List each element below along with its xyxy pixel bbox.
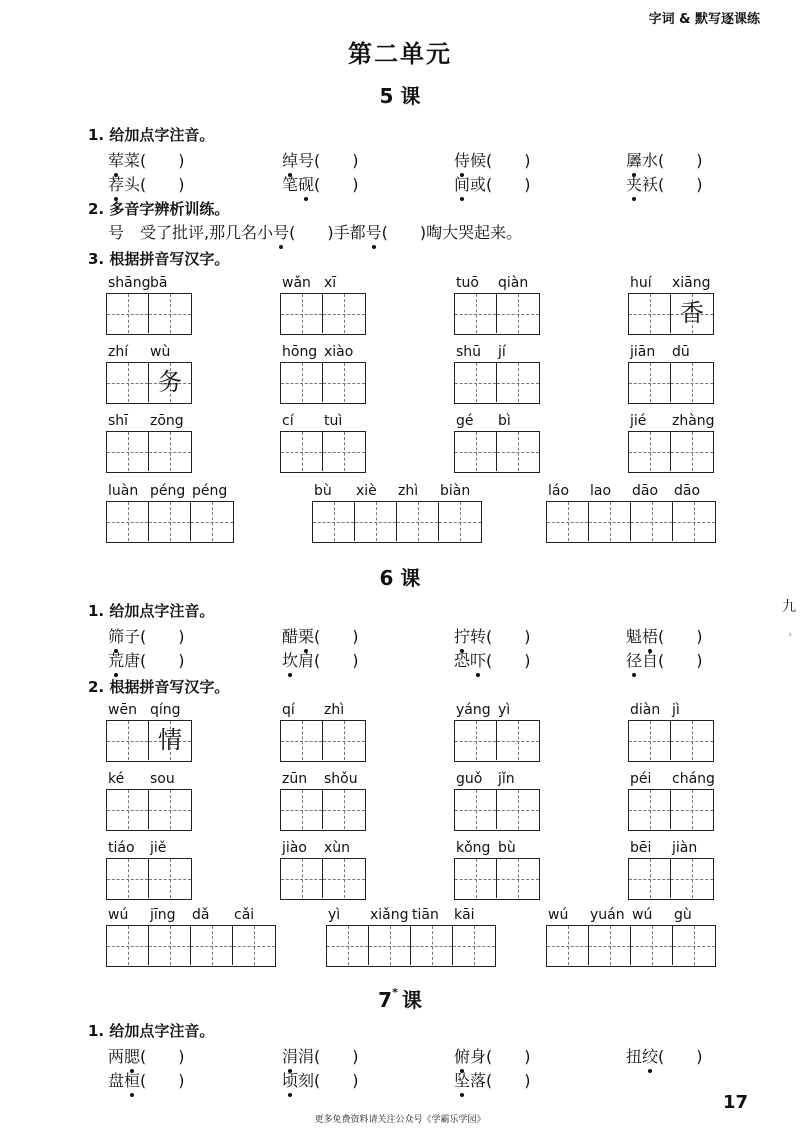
tian-box[interactable] [191, 926, 233, 965]
pinyin-label [106, 275, 190, 293]
pinyin-syllable: sou [150, 771, 175, 787]
annotate-word[interactable]: 醋栗( ) [282, 624, 359, 647]
pinyin-syllable: xiāng [672, 275, 711, 291]
writing-grid [628, 720, 714, 762]
tian-box[interactable] [149, 502, 191, 541]
tian-box[interactable] [107, 363, 149, 402]
writing-grid [628, 789, 714, 831]
pinyin-syllable: xī [324, 275, 337, 291]
pinyin-syllable: guǒ [456, 771, 483, 787]
tian-box[interactable] [671, 432, 713, 471]
writing-grid [280, 293, 366, 335]
pinyin-label [454, 771, 538, 789]
annotate-word[interactable]: 涓涓( ) [282, 1044, 359, 1067]
tian-box[interactable] [107, 721, 149, 760]
tian-box[interactable] [629, 790, 671, 829]
pinyin-label [280, 344, 364, 362]
pinyin-syllable: tiān [412, 907, 439, 923]
writing-grid [106, 720, 192, 762]
pinyin-label [628, 702, 712, 720]
tian-box[interactable] [107, 294, 149, 333]
annotate-word[interactable]: 绰号( ) [282, 148, 359, 171]
tian-box[interactable] [107, 502, 149, 541]
polyphone-char-2: 号 [366, 220, 382, 243]
tian-box[interactable] [323, 432, 365, 471]
pinyin-label [454, 840, 538, 858]
polyphone-char-1: 号 [273, 220, 289, 243]
tian-box[interactable] [455, 721, 497, 760]
tian-box[interactable] [281, 432, 323, 471]
pinyin-syllable: bā [150, 275, 168, 291]
tian-box[interactable] [455, 790, 497, 829]
pinyin-label [454, 413, 538, 431]
tian-box[interactable] [547, 926, 589, 965]
word-row [108, 1068, 728, 1092]
pinyin-label [106, 840, 190, 858]
emphasis-dot [632, 673, 636, 677]
tian-box[interactable] [455, 363, 497, 402]
pinyin-label [546, 907, 714, 925]
tian-box[interactable] [149, 926, 191, 965]
pinyin-syllable: dǎ [192, 907, 210, 923]
pinyin-label [454, 702, 538, 720]
pinyin-syllable: tiáo [108, 840, 135, 856]
pinyin-syllable: jiě [150, 840, 167, 856]
writing-grid [106, 925, 276, 967]
tian-box[interactable] [455, 432, 497, 471]
writing-grid [454, 362, 540, 404]
tian-box[interactable] [497, 721, 539, 760]
writing-grid [280, 789, 366, 831]
tian-box[interactable] [149, 294, 191, 333]
writing-grid [454, 720, 540, 762]
pinyin-syllable: zhàng [672, 413, 715, 429]
pinyin-syllable: yuán [590, 907, 625, 923]
tian-box[interactable] [313, 502, 355, 541]
pinyin-syllable: péng [150, 483, 186, 499]
tian-box[interactable] [589, 926, 631, 965]
l6-q1-label: 1. 给加点字注音。 [88, 602, 215, 620]
pinyin-syllable: luàn [108, 483, 139, 499]
pinyin-syllable: bù [498, 840, 516, 856]
writing-grid [280, 362, 366, 404]
pinyin-syllable: xiào [324, 344, 354, 360]
tian-box[interactable] [455, 294, 497, 333]
pinyin-syllable: shū [456, 344, 482, 360]
pinyin-syllable: ké [108, 771, 125, 787]
tian-box[interactable] [631, 502, 673, 541]
writing-grid [454, 293, 540, 335]
pinyin-label [106, 907, 274, 925]
writing-grid [454, 858, 540, 900]
tian-box[interactable] [355, 502, 397, 541]
word-row [108, 1044, 728, 1068]
pinyin-label [280, 275, 364, 293]
annotate-word[interactable]: 盘桓( ) [108, 1068, 185, 1091]
pinyin-label [280, 771, 364, 789]
pinyin-syllable: bù [314, 483, 332, 499]
tian-box[interactable] [149, 721, 191, 760]
pinyin-label [280, 840, 364, 858]
pinyin-syllable: qí [282, 702, 295, 718]
hint-char: 情 [158, 726, 182, 754]
pinyin-syllable: biàn [440, 483, 471, 499]
writing-grid [628, 858, 714, 900]
pinyin-syllable: bì [498, 413, 511, 429]
pinyin-syllable: jīng [150, 907, 176, 923]
pinyin-syllable: zhì [398, 483, 419, 499]
pinyin-syllable: dū [672, 344, 690, 360]
tian-box[interactable] [107, 859, 149, 898]
writing-grid [312, 501, 482, 543]
pinyin-syllable: jí [498, 344, 506, 360]
tian-box[interactable] [629, 363, 671, 402]
pinyin-syllable: cháng [672, 771, 715, 787]
pinyin-syllable: jiàn [672, 840, 698, 856]
tian-box[interactable] [107, 926, 149, 965]
pinyin-label [106, 771, 190, 789]
pinyin-syllable: kǒng [456, 840, 491, 856]
writing-grid [106, 789, 192, 831]
tian-box[interactable] [281, 363, 323, 402]
pinyin-label [628, 275, 712, 293]
tian-box[interactable] [107, 432, 149, 471]
pinyin-syllable: lao [590, 483, 612, 499]
pinyin-syllable: wù [150, 344, 171, 360]
optional-lesson-mark: * [392, 986, 398, 999]
emphasis-dot [460, 197, 464, 201]
pinyin-syllable: xiè [356, 483, 377, 499]
polyphone-blank-1[interactable]: ( )手都 [289, 223, 366, 242]
annotate-word[interactable]: 侍候( ) [454, 148, 531, 171]
tian-box[interactable] [397, 502, 439, 541]
writing-grid [628, 293, 714, 335]
pinyin-label [628, 413, 715, 431]
tian-box[interactable] [455, 859, 497, 898]
annotate-word[interactable]: 坎肩( ) [282, 648, 359, 671]
pinyin-syllable: wǎn [282, 275, 311, 291]
hint-char: 务 [158, 368, 182, 396]
annotate-word[interactable]: 羼水( ) [626, 148, 703, 171]
pinyin-syllable: hōng [282, 344, 318, 360]
pinyin-syllable: jié [630, 413, 647, 429]
emphasis-dot [460, 1093, 464, 1097]
pinyin-syllable: diàn [630, 702, 661, 718]
pinyin-syllable: wú [548, 907, 569, 923]
tian-box[interactable] [547, 502, 589, 541]
annotate-word[interactable]: 两腮( ) [108, 1044, 185, 1067]
pinyin-label [628, 840, 712, 858]
pinyin-label [454, 344, 538, 362]
tian-box[interactable] [439, 502, 481, 541]
pinyin-syllable: péi [630, 771, 652, 787]
tian-box[interactable] [671, 294, 713, 333]
tian-box[interactable] [671, 859, 713, 898]
writing-grid [106, 362, 192, 404]
tian-box[interactable] [497, 790, 539, 829]
pinyin-label [106, 483, 232, 501]
writing-grid [106, 501, 234, 543]
writing-grid [106, 858, 192, 900]
pinyin-label [106, 344, 190, 362]
pinyin-syllable: tuō [456, 275, 479, 291]
tian-box[interactable] [149, 859, 191, 898]
side-tick: › [788, 630, 792, 640]
tian-box[interactable] [631, 926, 673, 965]
pinyin-syllable: yì [498, 702, 511, 718]
pinyin-syllable: dāo [632, 483, 659, 499]
tian-box[interactable] [281, 721, 323, 760]
tian-box[interactable] [629, 859, 671, 898]
writing-grid [454, 431, 540, 473]
tian-box[interactable] [281, 790, 323, 829]
tian-box[interactable] [497, 432, 539, 471]
writing-grid [280, 720, 366, 762]
pinyin-syllable: tuì [324, 413, 343, 429]
pinyin-syllable: zhì [324, 702, 345, 718]
pinyin-label [628, 771, 715, 789]
pinyin-syllable: zōng [150, 413, 184, 429]
tian-box[interactable] [671, 721, 713, 760]
pinyin-label [280, 413, 364, 431]
pinyin-syllable: cǎi [234, 907, 255, 923]
tian-box[interactable] [281, 294, 323, 333]
pinyin-syllable: cí [282, 413, 294, 429]
polyphone-prefix: 号 受了批评,那几名小 [108, 223, 274, 242]
annotate-word[interactable]: 拧转( ) [454, 624, 531, 647]
word-row [108, 624, 728, 648]
tian-box[interactable] [327, 926, 369, 965]
pinyin-syllable: shī [108, 413, 129, 429]
pinyin-label [106, 413, 190, 431]
tian-box[interactable] [671, 363, 713, 402]
tian-box[interactable] [323, 721, 365, 760]
tian-box[interactable] [629, 721, 671, 760]
pinyin-label [628, 344, 712, 362]
pinyin-syllable: gé [456, 413, 474, 429]
pinyin-label [312, 483, 480, 501]
annotate-word[interactable]: 笔砚( ) [282, 172, 359, 195]
annotate-word[interactable]: 间或( ) [454, 172, 531, 195]
writing-grid [628, 431, 714, 473]
writing-grid [454, 789, 540, 831]
annotate-word[interactable]: 荐头( ) [108, 172, 185, 195]
emphasis-dot [130, 1093, 134, 1097]
annotate-word[interactable]: 俯身( ) [454, 1044, 531, 1067]
page-number: 17 [722, 1092, 748, 1113]
tian-box[interactable] [369, 926, 411, 965]
polyphone-blank-2[interactable]: ( )啕大哭起来。 [381, 223, 523, 242]
annotate-word[interactable]: 魁梧( ) [626, 624, 703, 647]
pinyin-syllable: wēn [108, 702, 137, 718]
writing-grid [106, 431, 192, 473]
writing-grid [326, 925, 496, 967]
lesson-7-title: 7* 课 [378, 986, 422, 1012]
tian-box[interactable] [149, 363, 191, 402]
emphasis-dot [288, 1093, 292, 1097]
annotate-word[interactable]: 扭绞( ) [626, 1044, 703, 1067]
pinyin-syllable: dāo [674, 483, 701, 499]
tian-box[interactable] [281, 859, 323, 898]
pinyin-syllable: yì [328, 907, 341, 923]
tian-box[interactable] [497, 363, 539, 402]
pinyin-syllable: kāi [454, 907, 475, 923]
pinyin-syllable: xiǎng [370, 907, 409, 923]
word-row [108, 148, 728, 172]
annotate-word[interactable]: 筛子( ) [108, 624, 185, 647]
pinyin-syllable: jǐn [498, 771, 515, 787]
pinyin-syllable: huí [630, 275, 652, 291]
tian-box[interactable] [497, 294, 539, 333]
writing-grid [546, 501, 716, 543]
annotate-word[interactable]: 恐吓( ) [454, 648, 531, 671]
tian-box[interactable] [107, 790, 149, 829]
tian-box[interactable] [673, 502, 715, 541]
tian-box[interactable] [323, 790, 365, 829]
l5-q1-label: 1. 给加点字注音。 [88, 126, 215, 144]
pinyin-label [326, 907, 494, 925]
tian-box[interactable] [323, 363, 365, 402]
annotate-word[interactable]: 顷刻( ) [282, 1068, 359, 1091]
pinyin-label [106, 702, 190, 720]
side-mark: 九 [782, 599, 796, 615]
header-tag: 字词 & 默写逐课练 [648, 12, 760, 27]
polyphone-sentence [108, 220, 522, 243]
pinyin-syllable: wú [108, 907, 129, 923]
pinyin-syllable: láo [548, 483, 570, 499]
tian-box[interactable] [671, 790, 713, 829]
annotate-word[interactable]: 夹袄( ) [626, 172, 703, 195]
l5-q3-label: 3. 根据拼音写汉字。 [88, 250, 230, 268]
tian-box[interactable] [629, 432, 671, 471]
footer-note: 更多免费资料请关注公众号《学霸乐学园》 [314, 1115, 486, 1125]
tian-box[interactable] [191, 502, 233, 541]
lesson-6-title: 6 课 [379, 566, 421, 590]
tian-box[interactable] [497, 859, 539, 898]
tian-box[interactable] [149, 432, 191, 471]
tian-box[interactable] [323, 859, 365, 898]
lesson-5-title: 5 课 [379, 84, 421, 108]
writing-grid [280, 431, 366, 473]
emphasis-dot [632, 197, 636, 201]
emphasis-dot [304, 197, 308, 201]
writing-grid [280, 858, 366, 900]
pinyin-label [280, 702, 364, 720]
tian-box[interactable] [233, 926, 275, 965]
pinyin-syllable: qíng [150, 702, 181, 718]
l5-q2-label: 2. 多音字辨析训练。 [88, 200, 230, 218]
pinyin-syllable: péng [192, 483, 228, 499]
annotate-word[interactable]: 荤菜( ) [108, 148, 185, 171]
pinyin-syllable: zūn [282, 771, 308, 787]
l7-q1-label: 1. 给加点字注音。 [88, 1022, 215, 1040]
pinyin-syllable: qiàn [498, 275, 529, 291]
word-row [108, 648, 728, 672]
tian-box[interactable] [453, 926, 495, 965]
word-row [108, 172, 728, 196]
l6-q2-label: 2. 根据拼音写汉字。 [88, 678, 230, 696]
unit-title: 第二单元 [348, 40, 452, 68]
annotate-word[interactable]: 径自( ) [626, 648, 703, 671]
annotate-word[interactable]: 坠落( ) [454, 1068, 531, 1091]
pinyin-syllable: jiān [630, 344, 656, 360]
writing-grid [106, 293, 192, 335]
emphasis-dot [288, 673, 292, 677]
tian-box[interactable] [411, 926, 453, 965]
pinyin-syllable: shāng [108, 275, 151, 291]
pinyin-syllable: jì [672, 702, 680, 718]
tian-box[interactable] [323, 294, 365, 333]
pinyin-syllable: gù [674, 907, 692, 923]
pinyin-syllable: yáng [456, 702, 491, 718]
annotate-word[interactable]: 荒唐( ) [108, 648, 185, 671]
tian-box[interactable] [629, 294, 671, 333]
pinyin-label [454, 275, 538, 293]
pinyin-syllable: jiào [282, 840, 307, 856]
pinyin-syllable: zhí [108, 344, 129, 360]
pinyin-label [546, 483, 714, 501]
writing-grid [546, 925, 716, 967]
tian-box[interactable] [149, 790, 191, 829]
pinyin-syllable: xùn [324, 840, 351, 856]
pinyin-syllable: bēi [630, 840, 652, 856]
emphasis-dot [476, 673, 480, 677]
tian-box[interactable] [589, 502, 631, 541]
pinyin-syllable: shǒu [324, 771, 358, 787]
pinyin-syllable: wú [632, 907, 653, 923]
writing-grid [628, 362, 714, 404]
tian-box[interactable] [673, 926, 715, 965]
hint-char: 香 [680, 299, 704, 327]
